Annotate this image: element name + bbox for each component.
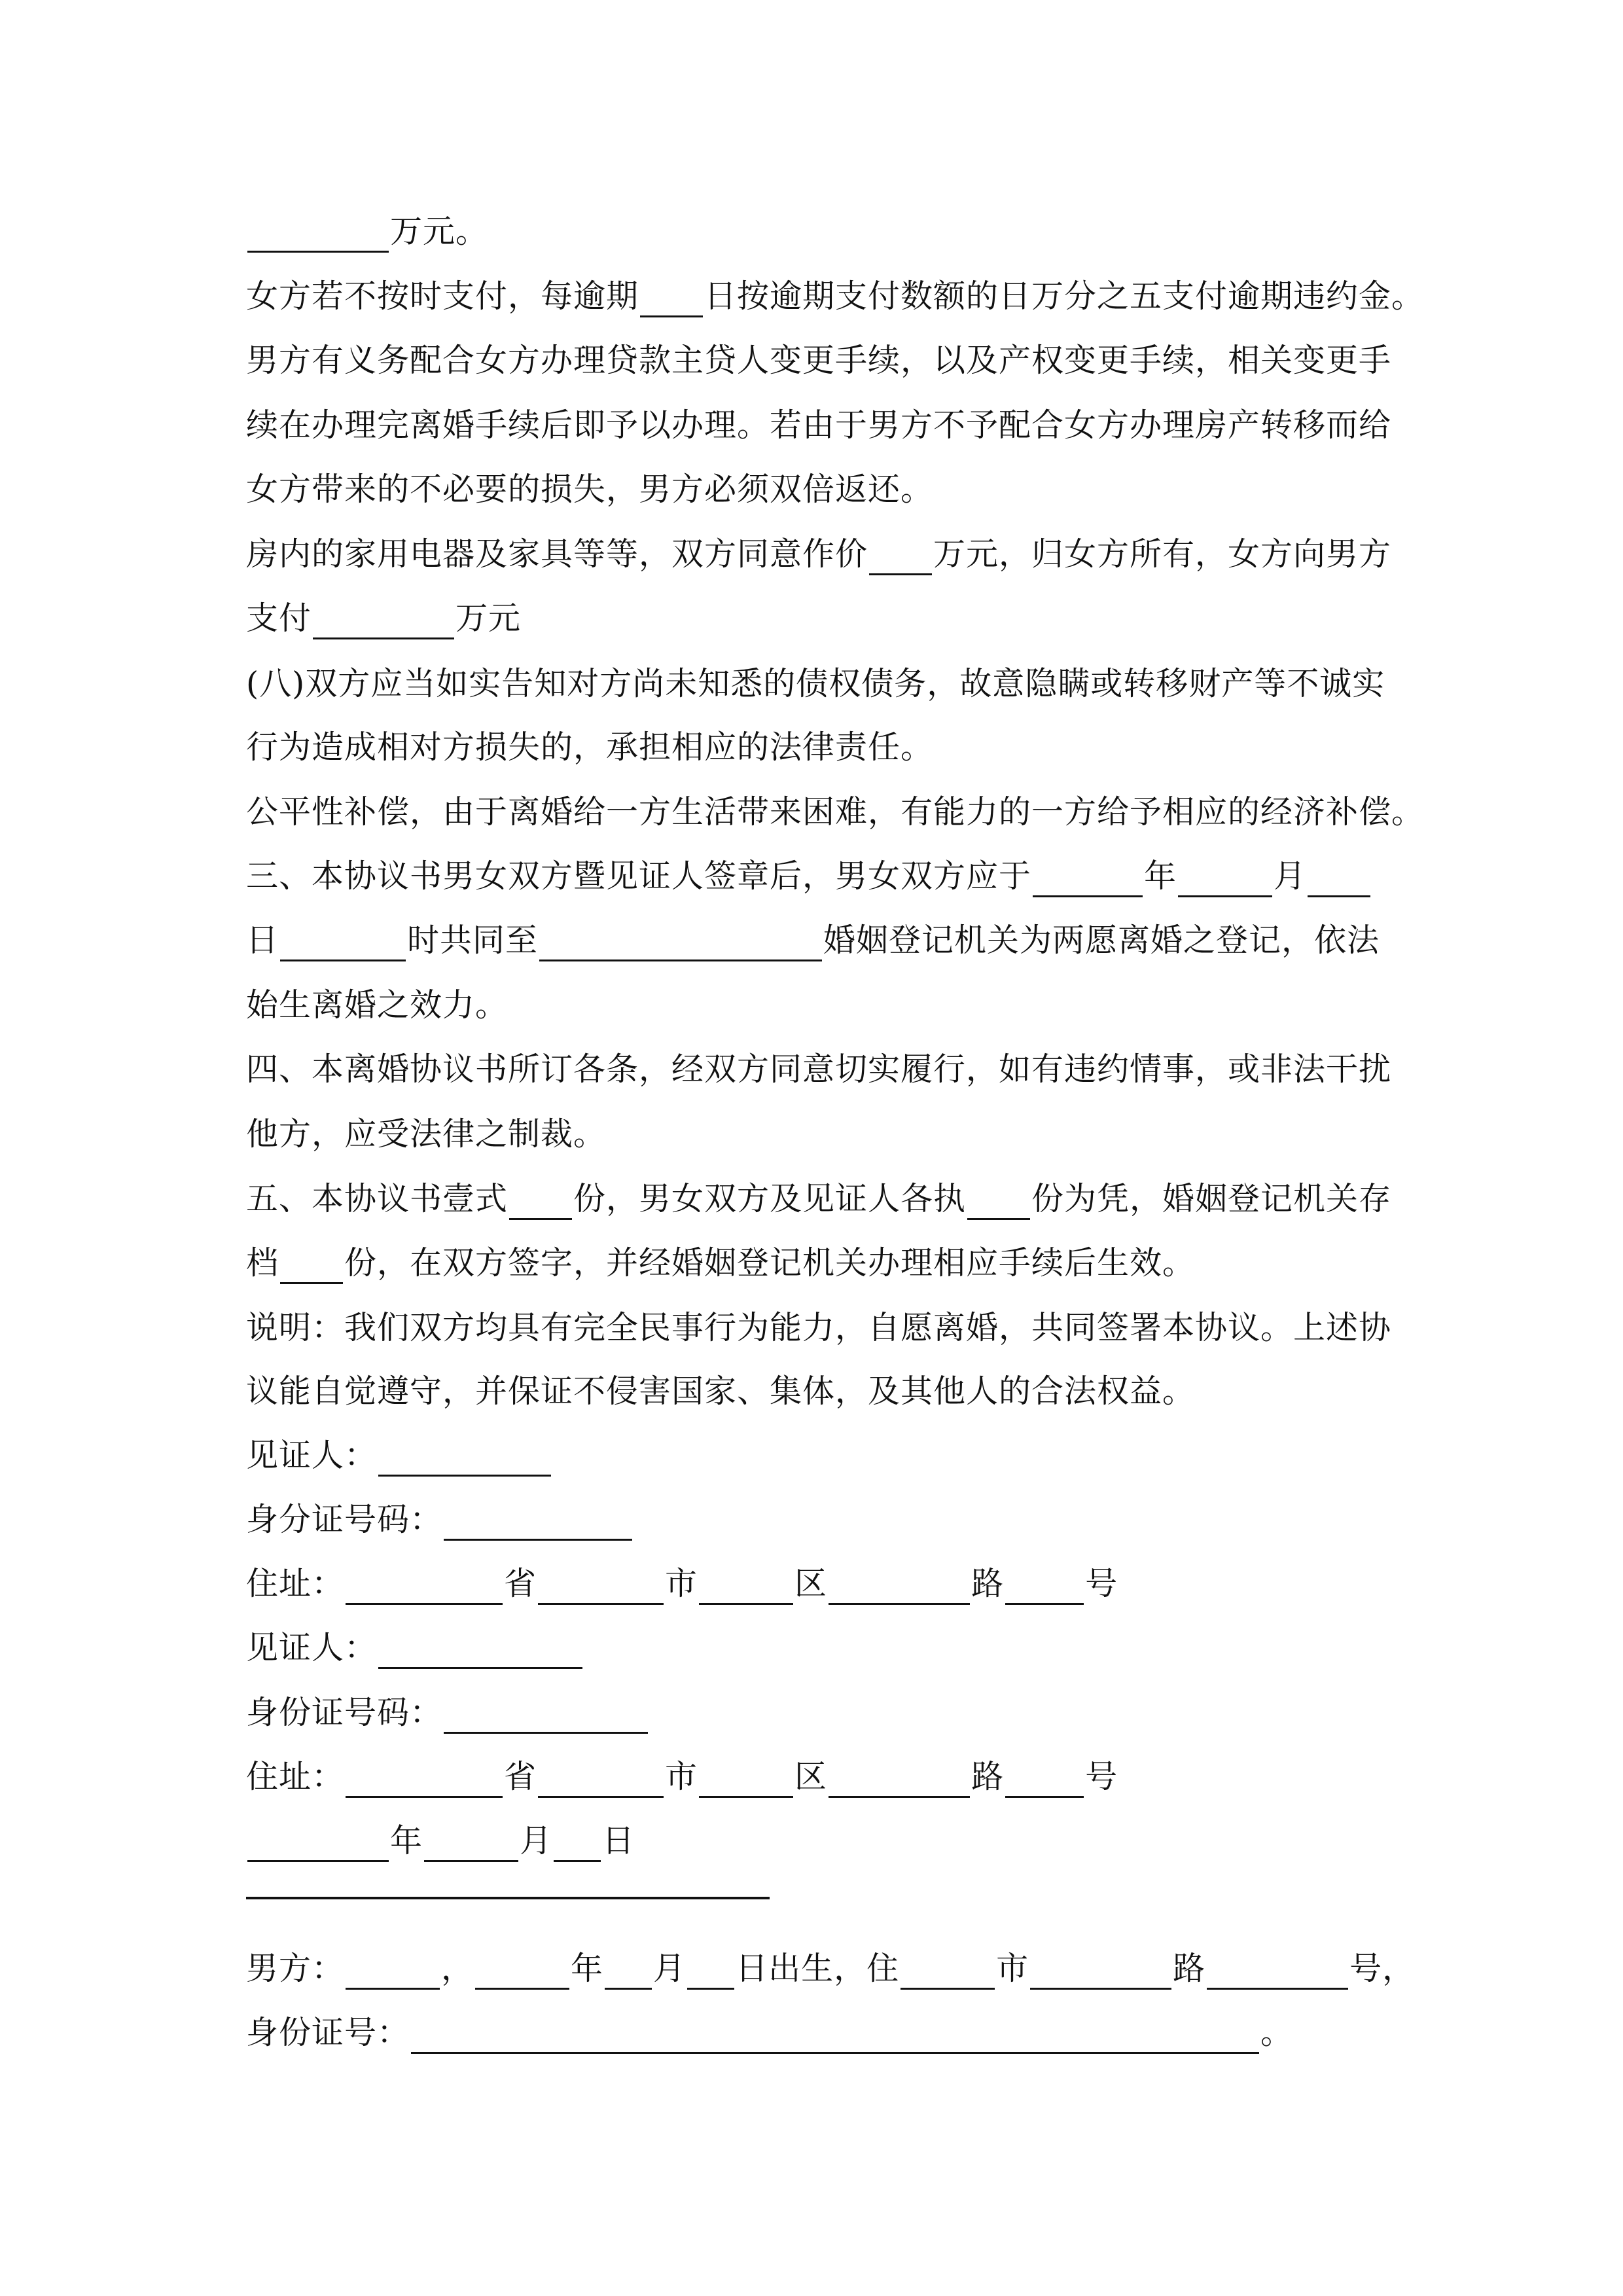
line-text: 三、本协议书男女双方暨见证人签章后，男女双方应于 bbox=[246, 857, 1032, 895]
text-line bbox=[246, 211, 488, 253]
text-line bbox=[246, 663, 1385, 705]
fill-in-blank[interactable] bbox=[699, 1762, 793, 1798]
text-line bbox=[246, 404, 1391, 446]
fill-in-blank[interactable] bbox=[346, 1762, 503, 1798]
line-text: 日出生，住 bbox=[736, 1950, 900, 1987]
line-text: 号， bbox=[1349, 1950, 1416, 1987]
line-text: 省 bbox=[504, 1758, 537, 1795]
fill-in-blank[interactable] bbox=[1207, 1954, 1348, 1990]
line-text: 女方带来的不必要的损失，男方必须双倍返还。 bbox=[246, 471, 934, 508]
line-text: 份，男女双方及见证人各执 bbox=[573, 1180, 967, 1217]
line-text: 月 bbox=[1274, 857, 1307, 895]
line-text: 日 bbox=[246, 922, 279, 959]
text-line bbox=[246, 533, 1391, 575]
section-divider bbox=[246, 1897, 770, 1899]
line-text: 档 bbox=[246, 1244, 279, 1282]
line-text: 市 bbox=[996, 1950, 1029, 1987]
text-line bbox=[246, 920, 1380, 961]
fill-in-blank[interactable] bbox=[605, 1954, 652, 1990]
fill-in-blank[interactable] bbox=[829, 1762, 970, 1798]
line-text: 男方有义务配合女方办理贷款主贷人变更手续，以及产权变更手续，相关变更手 bbox=[246, 342, 1392, 379]
line-text: 万元，归女方所有，女方向男方 bbox=[933, 535, 1392, 573]
line-text: 五、本协议书壹式 bbox=[246, 1180, 508, 1217]
line-text: 时共同至 bbox=[407, 922, 539, 959]
fill-in-blank[interactable] bbox=[280, 925, 406, 961]
text-line bbox=[246, 2012, 1293, 2054]
text-line bbox=[246, 1948, 1415, 1990]
text-line bbox=[246, 1113, 606, 1155]
line-text: 始生离婚之效力。 bbox=[246, 986, 508, 1024]
fill-in-blank[interactable] bbox=[967, 1184, 1030, 1220]
line-text: 年 bbox=[571, 1950, 604, 1987]
fill-in-blank[interactable] bbox=[247, 217, 389, 253]
line-text: 号 bbox=[1085, 1758, 1118, 1795]
line-text: 万元 bbox=[455, 600, 522, 637]
line-text: 四、本离婚协议书所订各条，经双方同意切实履行，如有违约情事，或非法干扰 bbox=[246, 1050, 1392, 1088]
line-text: (八)双方应当如实告知对方尚未知悉的债权债务，故意隐瞒或转移财产等不诚实 bbox=[246, 665, 1385, 702]
text-line bbox=[246, 1499, 633, 1541]
line-text: 份，在双方签字，并经婚姻登记机关办理相应手续后生效。 bbox=[344, 1244, 1196, 1282]
text-line bbox=[246, 1627, 584, 1669]
text-line bbox=[246, 1178, 1391, 1220]
fill-in-blank[interactable] bbox=[1005, 1762, 1084, 1798]
text-line bbox=[246, 598, 521, 639]
line-text: 市 bbox=[665, 1758, 698, 1795]
line-text: 身份证号： bbox=[246, 2014, 410, 2051]
text-line bbox=[246, 1242, 1195, 1284]
fill-in-blank[interactable] bbox=[869, 539, 932, 575]
fill-in-blank[interactable] bbox=[687, 1954, 734, 1990]
line-text: 。 bbox=[1260, 2014, 1294, 2051]
fill-in-blank[interactable] bbox=[424, 1826, 518, 1862]
fill-in-blank[interactable] bbox=[538, 1569, 664, 1605]
fill-in-blank[interactable] bbox=[829, 1569, 970, 1605]
line-text: 路 bbox=[971, 1758, 1005, 1795]
fill-in-blank[interactable] bbox=[346, 1954, 440, 1990]
fill-in-blank[interactable] bbox=[444, 1505, 632, 1541]
text-line bbox=[246, 1692, 649, 1734]
fill-in-blank[interactable] bbox=[247, 1826, 389, 1862]
fill-in-blank[interactable] bbox=[1308, 861, 1370, 897]
fill-in-blank[interactable] bbox=[640, 281, 703, 317]
text-line bbox=[246, 1435, 552, 1477]
line-text: 日按逾期支付数额的日万分之五支付逾期违约金。 bbox=[704, 278, 1425, 315]
line-text: 婚姻登记机关为两愿离婚之登记，依法 bbox=[823, 922, 1380, 959]
fill-in-blank[interactable] bbox=[346, 1569, 503, 1605]
fill-in-blank[interactable] bbox=[1005, 1569, 1084, 1605]
text-line bbox=[246, 1756, 1118, 1798]
fill-in-blank[interactable] bbox=[509, 1184, 572, 1220]
text-line bbox=[246, 340, 1391, 382]
line-text: 房内的家用电器及家具等等，双方同意作价 bbox=[246, 535, 868, 573]
fill-in-blank[interactable] bbox=[538, 1762, 664, 1798]
fill-in-blank[interactable] bbox=[1033, 861, 1143, 897]
line-text: 续在办理完离婚手续后即予以办理。若由于男方不予配合女方办理房产转移而给 bbox=[246, 406, 1392, 444]
line-text: 议能自觉遵守，并保证不侵害国家、集体，及其他人的合法权益。 bbox=[246, 1372, 1196, 1410]
text-line bbox=[246, 1307, 1391, 1349]
text-line bbox=[246, 855, 1372, 897]
fill-in-blank[interactable] bbox=[554, 1826, 601, 1862]
text-line bbox=[246, 791, 1424, 833]
line-text: 男方： bbox=[246, 1950, 345, 1987]
text-line bbox=[246, 1820, 635, 1862]
fill-in-blank[interactable] bbox=[411, 2018, 1259, 2054]
line-text: 住址： bbox=[246, 1758, 345, 1795]
line-text: 住址： bbox=[246, 1565, 345, 1602]
text-line bbox=[246, 984, 508, 1026]
line-text: 公平性补偿，由于离婚给一方生活带来困难，有能力的一方给予相应的经济补偿。 bbox=[246, 793, 1425, 831]
fill-in-blank[interactable] bbox=[539, 925, 822, 961]
line-text: 见证人： bbox=[246, 1629, 378, 1666]
fill-in-blank[interactable] bbox=[1030, 1954, 1171, 1990]
text-line bbox=[246, 276, 1424, 317]
line-text: 路 bbox=[1173, 1950, 1206, 1987]
text-line bbox=[246, 1049, 1391, 1090]
line-text: 市 bbox=[665, 1565, 698, 1602]
line-text: 身份证号码： bbox=[246, 1694, 443, 1731]
text-line bbox=[246, 1371, 1195, 1412]
fill-in-blank[interactable] bbox=[901, 1954, 995, 1990]
line-text: 号 bbox=[1085, 1565, 1118, 1602]
line-text: 月 bbox=[520, 1822, 553, 1859]
fill-in-blank[interactable] bbox=[280, 1248, 343, 1284]
text-line bbox=[246, 726, 933, 768]
line-text: 月 bbox=[653, 1950, 687, 1987]
line-text: 他方，应受法律之制裁。 bbox=[246, 1115, 607, 1153]
line-text: 身分证号码： bbox=[246, 1501, 443, 1538]
fill-in-blank[interactable] bbox=[313, 603, 454, 639]
line-text: ， bbox=[441, 1950, 474, 1987]
line-text: 份为凭，婚姻登记机关存 bbox=[1031, 1180, 1392, 1217]
fill-in-blank[interactable] bbox=[1178, 861, 1272, 897]
line-text: 区 bbox=[794, 1565, 828, 1602]
line-text: 省 bbox=[504, 1565, 537, 1602]
text-line bbox=[246, 1563, 1118, 1605]
fill-in-blank[interactable] bbox=[378, 1633, 582, 1669]
fill-in-blank[interactable] bbox=[444, 1698, 648, 1734]
fill-in-blank[interactable] bbox=[699, 1569, 793, 1605]
line-text: 年 bbox=[390, 1822, 423, 1859]
line-text: 说明：我们双方均具有完全民事行为能力，自愿离婚，共同签署本协议。上述协 bbox=[246, 1309, 1392, 1346]
line-text: 支付 bbox=[246, 600, 312, 637]
fill-in-blank[interactable] bbox=[378, 1441, 551, 1477]
text-line bbox=[246, 469, 933, 511]
line-text: 区 bbox=[794, 1758, 828, 1795]
line-text: 行为造成相对方损失的，承担相应的法律责任。 bbox=[246, 728, 934, 766]
line-text: 万元。 bbox=[390, 213, 489, 250]
line-text: 路 bbox=[971, 1565, 1005, 1602]
fill-in-blank[interactable] bbox=[475, 1954, 569, 1990]
line-text: 女方若不按时支付，每逾期 bbox=[246, 278, 639, 315]
line-text: 年 bbox=[1144, 857, 1177, 895]
line-text: 见证人： bbox=[246, 1437, 378, 1474]
line-text: 日 bbox=[602, 1822, 635, 1859]
